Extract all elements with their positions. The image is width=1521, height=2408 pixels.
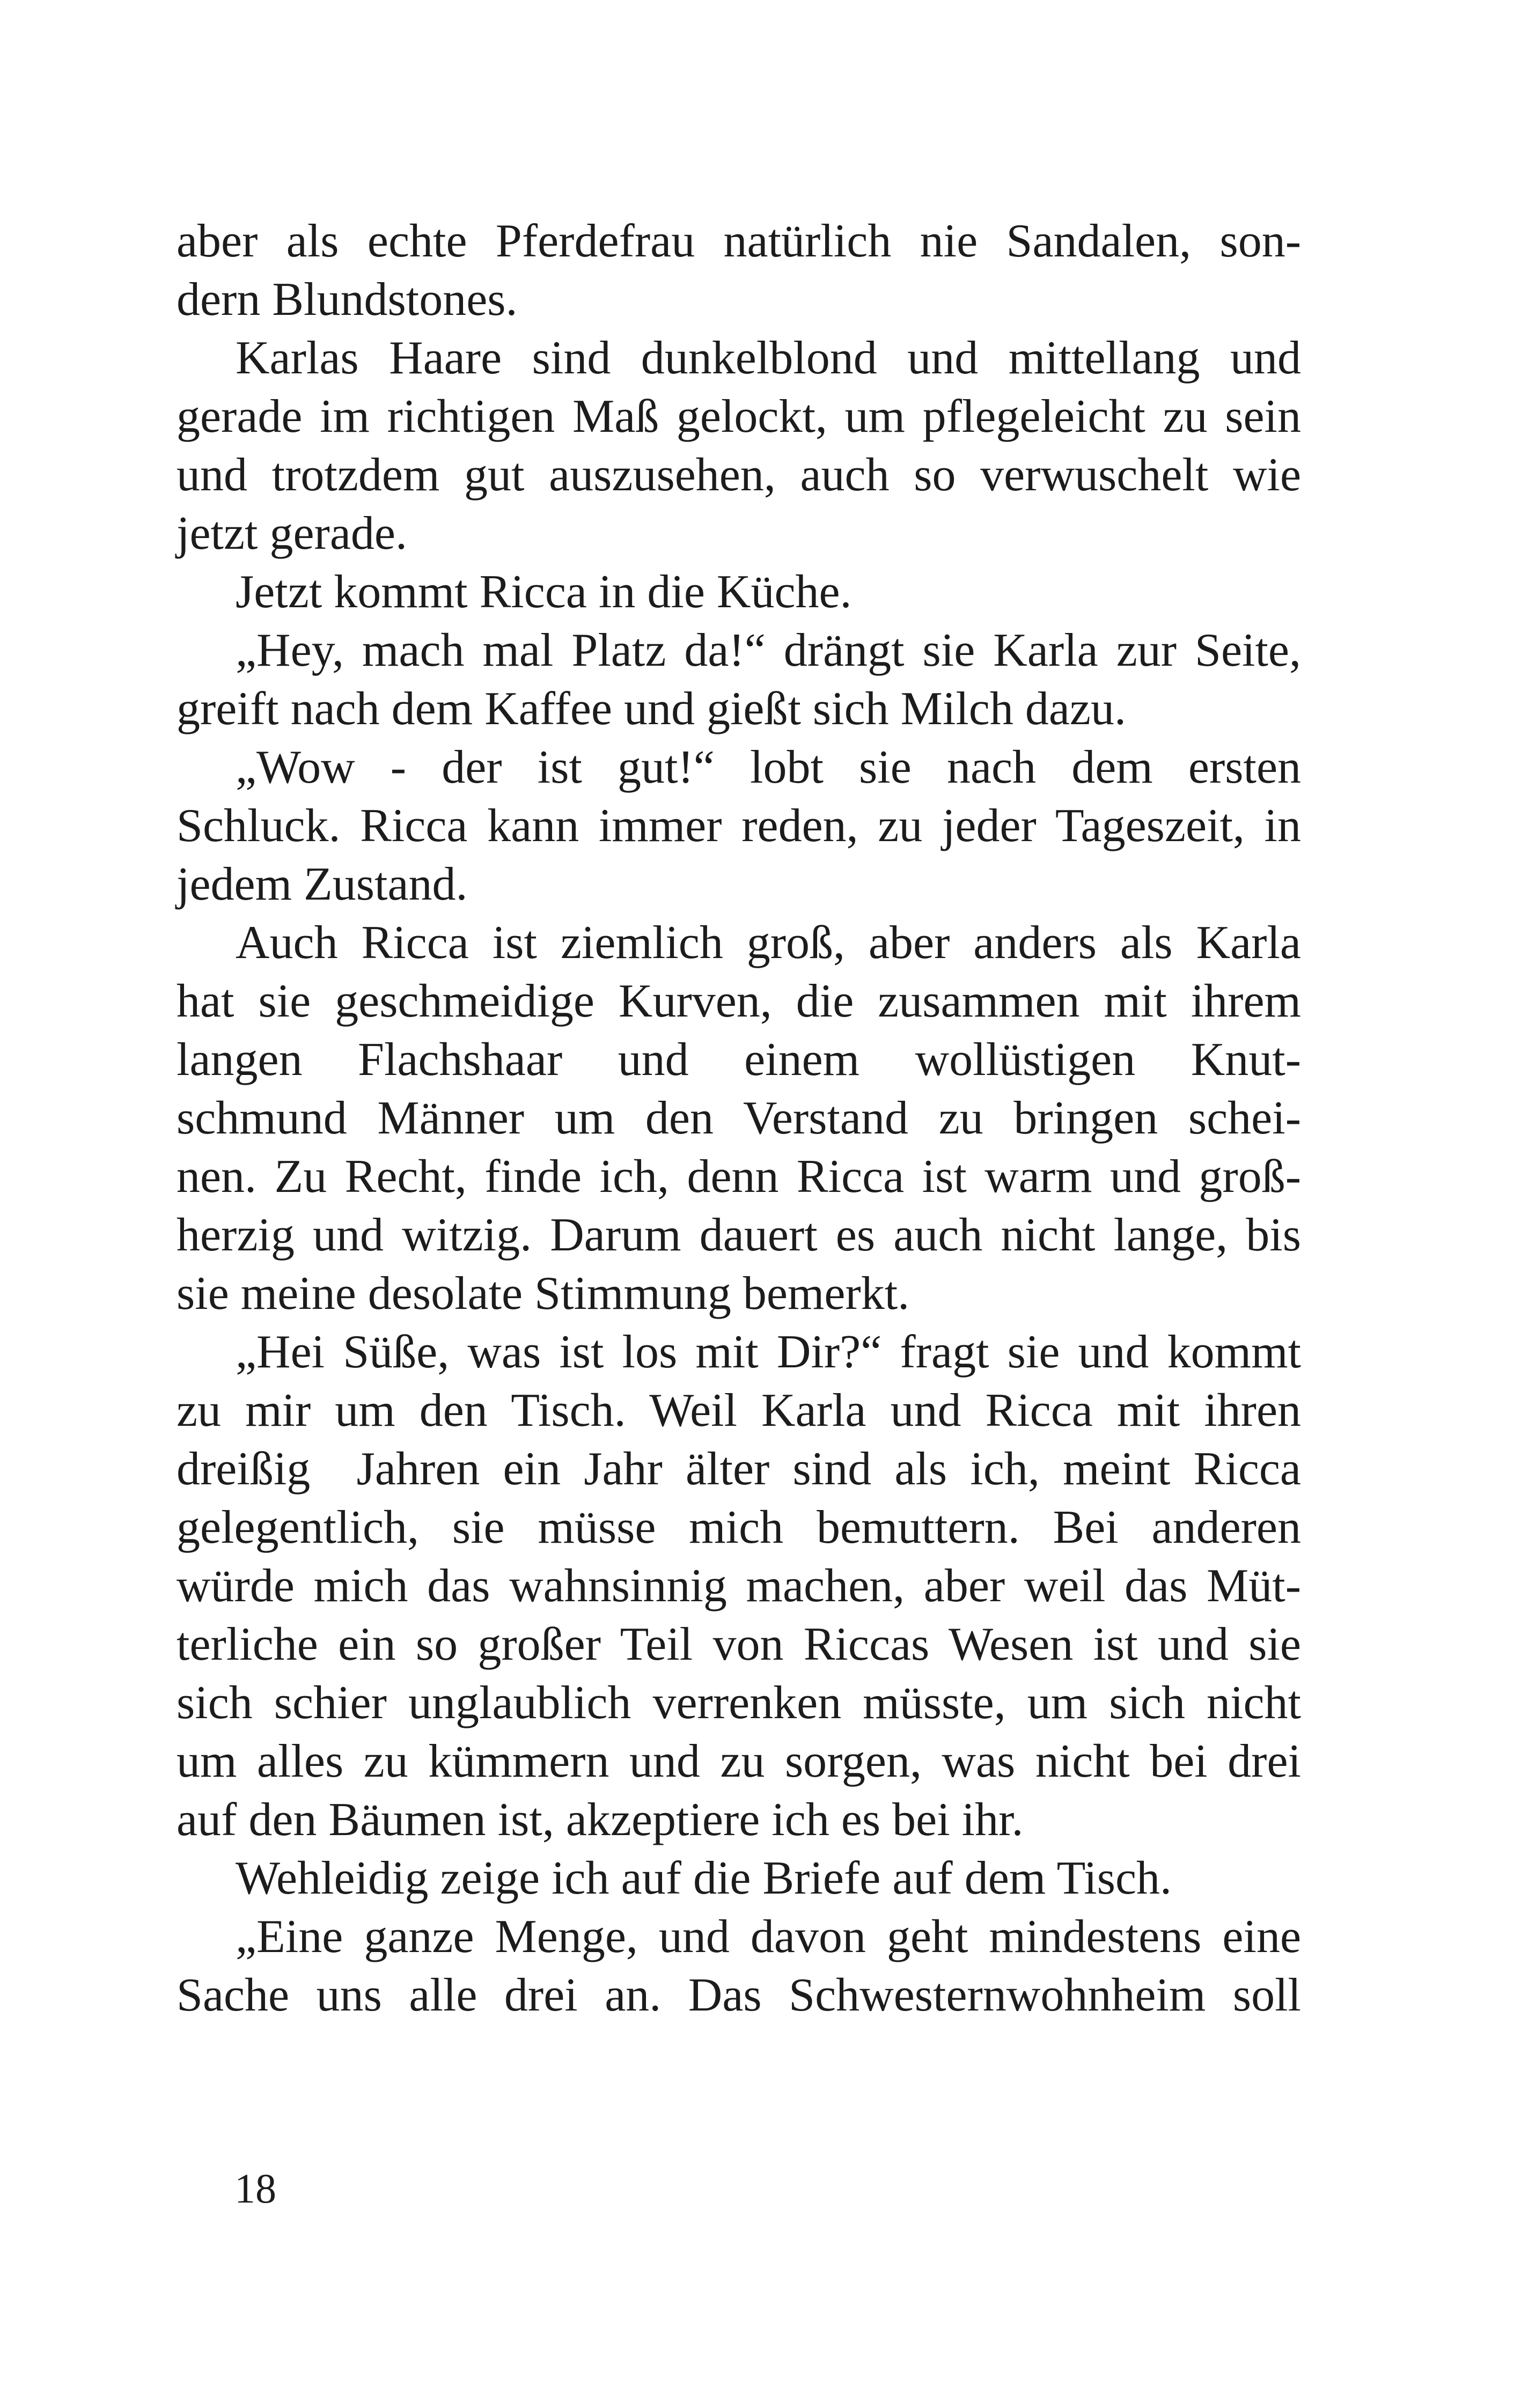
text-line: Schluck. Ricca kann immer reden, zu jeder Tageszeit, in — [177, 800, 1301, 852]
text-line: sich schier unglaublich verrenken müsste, um sich nicht — [177, 1677, 1301, 1729]
paragraph-7 — [177, 1323, 1301, 1849]
text-line: sie meine desolate Stimmung bemerkt. — [177, 1268, 910, 1320]
text-line: aber als echte Pferdefrau natürlich nie Sandalen, son- — [177, 215, 1301, 267]
text-line: gerade im richtigen Maß gelockt, um pflegeleicht zu sein — [177, 391, 1301, 443]
paragraph-4 — [177, 621, 1301, 738]
text-line: greift nach dem Kaffee und gießt sich Milch dazu. — [177, 683, 1126, 735]
text-line: „Hei Süße, was ist los mit Dir?“ fragt sie und kommt — [236, 1326, 1301, 1378]
text-line: „Hey, mach mal Platz da!“ drängt sie Karla zur Seite, — [236, 624, 1301, 676]
paragraph-2 — [177, 329, 1301, 563]
text-line: gelegentlich, sie müsse mich bemuttern. Bei anderen — [177, 1501, 1301, 1553]
text-line: terliche ein so großer Teil von Riccas Wesen ist und sie — [177, 1618, 1301, 1670]
text-line: auf den Bäumen ist, akzeptiere ich es bei ihr. — [177, 1794, 1024, 1846]
text-line: „Wow - der ist gut!“ lobt sie nach dem ersten — [236, 741, 1301, 793]
text-line: jedem Zustand. — [177, 858, 468, 910]
text-line: zu mir um den Tisch. Weil Karla und Ricca mit ihren — [177, 1385, 1301, 1437]
text-line: dern Blundstones. — [177, 274, 518, 326]
text-line: Karlas Haare sind dunkelblond und mittellang und — [236, 332, 1301, 384]
text-line: Jetzt kommt Ricca in die Küche. — [236, 566, 852, 618]
text-line: langen Flachshaar und einem wollüstigen Knut- — [177, 1034, 1301, 1086]
text-line: hat sie geschmeidige Kurven, die zusammen mit ihrem — [177, 975, 1301, 1027]
paragraph-1 — [177, 212, 1301, 329]
text-line: Wehleidig zeige ich auf die Briefe auf dem Tisch. — [236, 1852, 1172, 1904]
text-line: dreißig Jahren ein Jahr älter sind als ich, meint Ricca — [177, 1443, 1301, 1495]
paragraph-6 — [177, 914, 1301, 1323]
text-line: „Eine ganze Menge, und davon geht mindestens eine — [236, 1911, 1301, 1963]
text-line: jetzt gerade. — [177, 507, 407, 559]
text-line: um alles zu kümmern und zu sorgen, was nicht bei drei — [177, 1735, 1301, 1787]
paragraph-5 — [177, 738, 1301, 914]
body-text — [177, 212, 1301, 2024]
text-line: würde mich das wahnsinnig machen, aber weil das Müt- — [177, 1560, 1301, 1612]
text-line: und trotzdem gut auszusehen, auch so verwuschelt wie — [177, 449, 1301, 501]
text-line: schmund Männer um den Verstand zu bringen schei- — [177, 1092, 1301, 1144]
paragraph-9 — [177, 1908, 1301, 2024]
text-line: Sache uns alle drei an. Das Schwesternwohnheim soll — [177, 1969, 1301, 2021]
text-line: herzig und witzig. Darum dauert es auch nicht lange, bis — [177, 1209, 1301, 1261]
text-line: nen. Zu Recht, finde ich, denn Ricca ist warm und groß- — [177, 1151, 1301, 1203]
paragraph-3 — [177, 563, 1301, 621]
text-line: Auch Ricca ist ziemlich groß, aber anders als Karla — [236, 917, 1301, 969]
page-number: 18 — [234, 2165, 276, 2212]
paragraph-8 — [177, 1849, 1301, 1908]
